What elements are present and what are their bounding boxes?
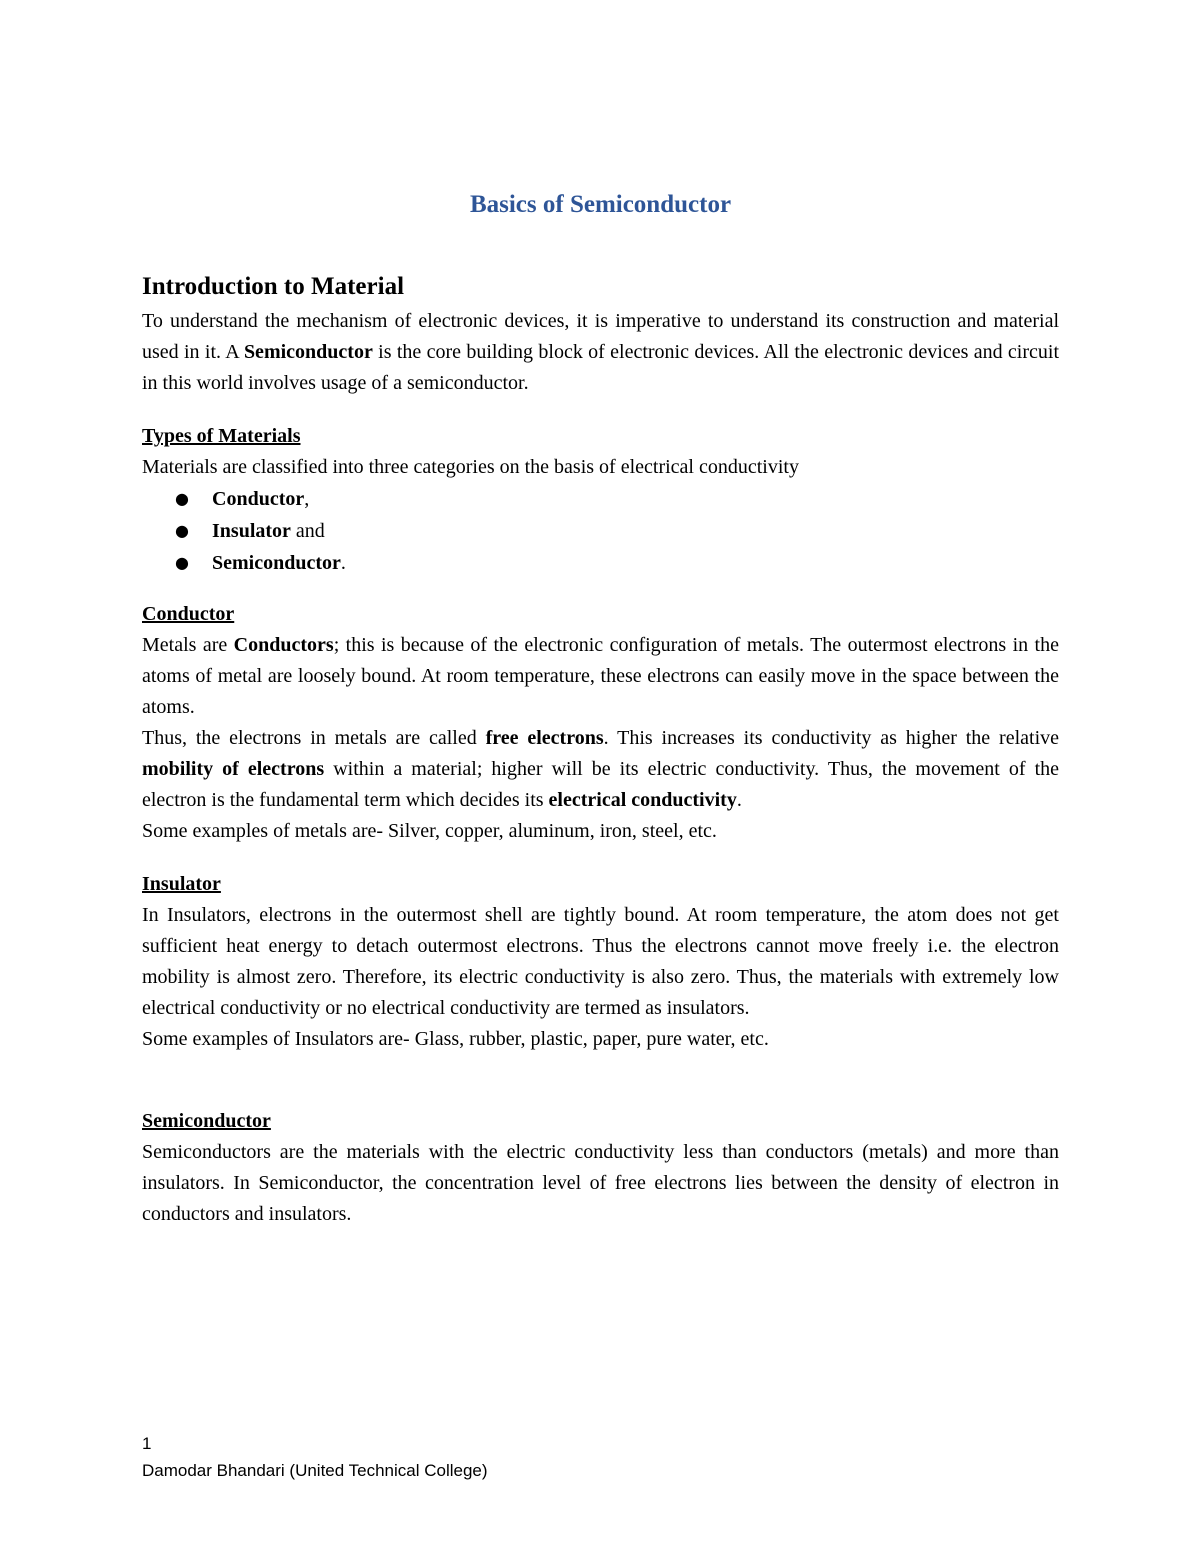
page-number: 1 (142, 1434, 152, 1453)
intro-text-bold: Semiconductor (243, 341, 373, 363)
insulator-heading: Insulator (142, 873, 221, 895)
intro-heading: Introduction to Material (142, 273, 405, 300)
mobility-term: mobility of electrons (142, 758, 325, 780)
conductor-p2-text-e: within a material; higher will be its electric conductivity. Thus, the movement of the electron is the fundamental term which decides its (142, 758, 1060, 811)
types-section (142, 421, 1059, 579)
conductor-text-c: ; this is because of the electronic configuration of metals. The outermost electrons in the atoms of metal are loosely bound. At room temperature, these electrons can easily move in the space between the atoms. (142, 634, 1059, 718)
conductor-paragraph-1 (142, 630, 1059, 723)
intro-text-c: is the core building block of electronic devices. All the electronic devices and circuit in this world involves usage of a semiconductor. (142, 341, 1059, 394)
types-paragraph: Materials are classified into three categories on the basis of electrical conductivity (142, 456, 799, 478)
intro-section (142, 306, 1059, 399)
conductor-section (142, 599, 1059, 847)
list-item-rest: . (340, 552, 346, 574)
conductor-text-a: Metals are (142, 634, 234, 656)
insulator-paragraph-2: Some examples of Insulators are- Glass, rubber, plastic, paper, pure water, etc. (142, 1028, 769, 1050)
conductor-p2-text-c: . This increases its conductivity as higher the relative (603, 727, 1060, 749)
conductor-paragraph-2 (142, 723, 1059, 816)
list-item-bold: Semiconductor (212, 552, 341, 574)
conductor-p2-text-g: . (736, 789, 742, 811)
semiconductor-section (142, 1106, 1059, 1230)
insulator-paragraph-1: In Insulators, electrons in the outermost shell are tightly bound. At room temperature, the atom does not get sufficient heat energy to detach outermost electrons. Thus the electrons cannot move freely i.e. the electron mobility is almost zero. Therefore, its electric conductivity is also zero. Thus, the materials with extremely low electrical conductivity or no electrical conductivity are termed as insulators. (142, 904, 1059, 1019)
list-item-rest: and (290, 520, 325, 542)
list-item-bold: Insulator (212, 520, 291, 542)
intro-paragraph (142, 306, 1059, 399)
insulator-section (142, 869, 1059, 1055)
conductor-heading: Conductor (142, 603, 235, 625)
list-item (142, 547, 1059, 579)
list-item-rest: , (304, 488, 310, 510)
list-item (142, 515, 1059, 547)
conductor-p2-text-a: Thus, the electrons in metals are called (142, 727, 486, 749)
bullet-icon: ● (175, 553, 189, 572)
conductor-text-bold: Conductors (233, 634, 334, 656)
bullet-icon: ● (175, 521, 189, 540)
free-electrons-term: free electrons (485, 727, 604, 749)
semiconductor-heading: Semiconductor (142, 1110, 271, 1132)
bullet-icon: ● (175, 489, 189, 508)
list-item-bold: Conductor (212, 488, 305, 510)
document-title: Basics of Semiconductor (469, 191, 732, 218)
conductivity-term: electrical conductivity (548, 789, 737, 811)
types-list (142, 483, 1059, 579)
footer-author: Damodar Bhandari (United Technical College) (142, 1461, 488, 1480)
list-item (142, 483, 1059, 515)
semiconductor-paragraph: Semiconductors are the materials with the electric conductivity less than conductors (metals) and more than insulators. In Semiconductor, the concentration level of free electrons lies between the density of electron in conductors and insulators. (142, 1141, 1059, 1225)
intro-text-a: To understand the mechanism of electronic devices, it is imperative to understand its construction and material used in it. A (142, 310, 1059, 363)
conductor-paragraph-3: Some examples of metals are- Silver, copper, aluminum, iron, steel, etc. (142, 820, 717, 842)
types-heading: Types of Materials (142, 425, 301, 447)
